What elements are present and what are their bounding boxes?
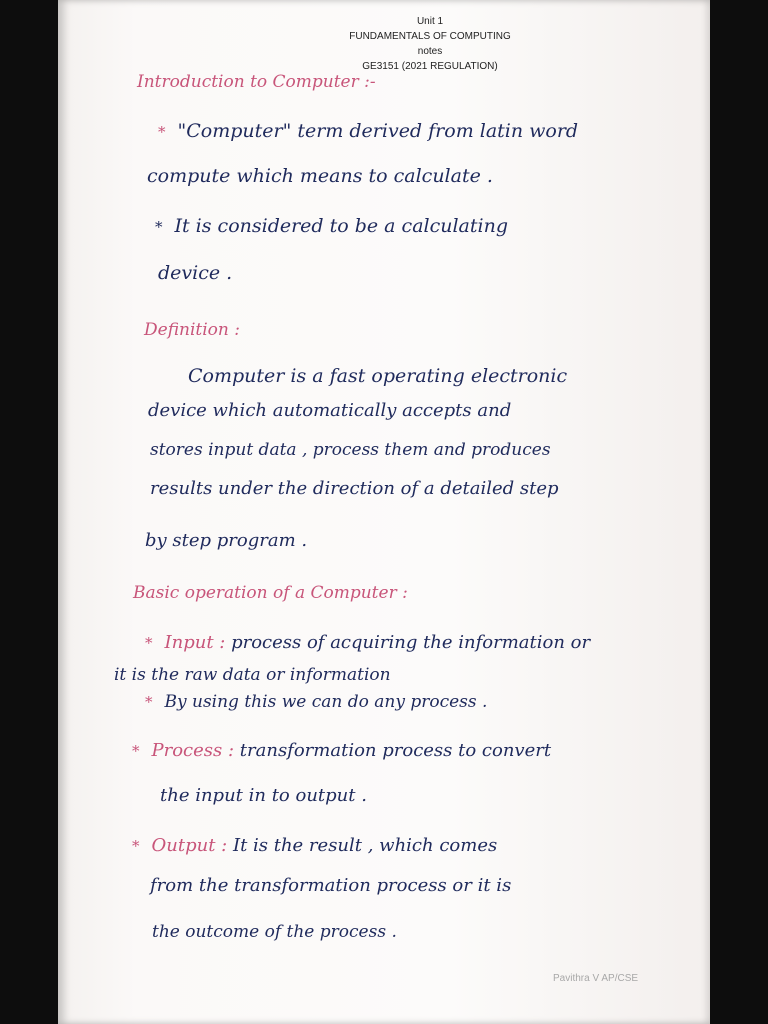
output-line-3: the outcome of the process . <box>152 922 397 942</box>
bullet-star: * <box>155 218 163 236</box>
process-line-1-text: transformation process to convert <box>239 740 552 761</box>
notebook-page <box>58 0 710 1024</box>
input-line-1-text: process of acquiring the information or <box>231 632 591 653</box>
output-line-1 <box>132 835 497 856</box>
bullet-star: * <box>158 123 166 141</box>
input-label: Input : <box>164 632 226 653</box>
header-type: notes <box>417 46 443 57</box>
intro-heading: Introduction to Computer :- <box>137 72 376 92</box>
output-label: Output : <box>151 835 228 856</box>
def-line-2: device which automatically accepts and <box>148 400 512 421</box>
header-code: GE3151 (2021 REGULATION) <box>362 61 498 72</box>
input-line-3 <box>145 692 487 712</box>
bullet-star: * <box>145 693 153 711</box>
header-course: FUNDAMENTALS OF COMPUTING <box>349 31 511 42</box>
intro-line-2a-text: It is considered to be a calculating <box>174 215 508 237</box>
page-header <box>280 14 580 74</box>
input-line-2: it is the raw data or information <box>114 665 391 685</box>
output-line-2: from the transformation process or it is <box>150 875 512 896</box>
header-unit: Unit 1 <box>416 16 444 27</box>
output-line-1-text: It is the result , which comes <box>232 835 498 856</box>
intro-line-1a <box>158 120 578 142</box>
basic-operation-heading: Basic operation of a Computer : <box>133 583 408 603</box>
definition-heading: Definition : <box>144 320 240 340</box>
def-line-1: Computer is a fast operating electronic <box>188 365 568 387</box>
bullet-star: * <box>132 742 140 760</box>
def-line-3: stores input data , process them and produces <box>150 440 551 460</box>
intro-line-2a <box>155 215 508 237</box>
def-line-4: results under the direction of a detailed step <box>150 478 559 499</box>
input-line-1 <box>145 632 590 653</box>
process-label: Process : <box>151 740 235 761</box>
process-line-2: the input in to output . <box>160 785 367 806</box>
def-line-5: by step program . <box>145 530 308 551</box>
intro-line-1a-text: "Computer" term derived from latin word <box>177 120 579 142</box>
input-line-3-text: By using this we can do any process . <box>164 692 488 712</box>
footer-author: Pavithra V AP/CSE <box>553 973 639 984</box>
intro-line-1b: compute which means to calculate . <box>147 165 493 187</box>
bullet-star: * <box>145 634 153 652</box>
bullet-star: * <box>132 837 140 855</box>
process-line-1 <box>132 740 551 761</box>
intro-line-2b: device . <box>158 262 233 284</box>
